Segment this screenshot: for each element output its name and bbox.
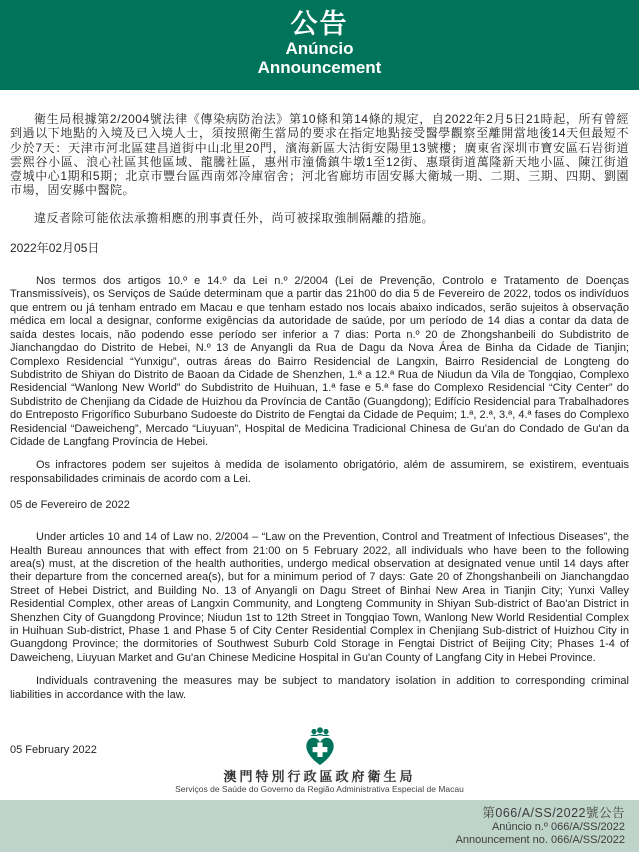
bureau-name-pt: Serviços de Saúde do Governo da Região Administrativa Especial de Macau: [175, 784, 464, 794]
en-paragraph-penalty: Individuals contravening the measures may be subject to mandatory isolation in addition to corresponding criminal liabilities in accordance with the law.: [10, 675, 629, 701]
pt-paragraph-penalty: Os infractores podem ser sujeitos à medida de isolamento obrigatório, além de assumirem, se existirem, eventuais responsabilidades criminais de acordo com a Lei.: [10, 459, 629, 485]
bureau-name-zh: 澳門特別行政區政府衛生局: [223, 769, 416, 784]
header-title-en: Announcement: [257, 58, 382, 77]
announcement-ref-zh: 第066/A/SS/2022號公告: [482, 806, 625, 820]
reference-block: [456, 806, 625, 846]
zh-date: 2022年02月05日: [10, 241, 100, 256]
announcement-ref-pt: Anúncio n.º 066/A/SS/2022: [491, 821, 625, 833]
en-paragraph-measures: Under articles 10 and 14 of Law no. 2/2004 – “Law on the Prevention, Control and Treatment of Infectious Diseases”, the Health Bureau announces that with effect from 21:00 on 5 February 2022, all individuals who have been to the following area(s) must, at the discretion of the health authorities, undergo medical observation at designated venue until 14 days after their departure from the concerned area(s), but for a minimum period of 7 days: Gate 20 of Zhongshanbeili on Jianchangdao Street of Hebei District, and Building No. 13 of Anyangli on Dagu Street of Binhai New Area in Tianjin City; Yunxi Valley Residential Complex, other areas of Langxin Community, and Longteng Community in Shiyan Sub-district of Bao'an District in Shenzhen City of Guangdong Province; Niudun 1st to 12th Street in Tongqiao Town, Wanlong New World Residential Complex in Huihuan Sub-district, Phase 1 and Phase 5 of City Center Residential Complex in Chenjiang Sub-district of Huizhou City in Guangdong Province; the dormitories of Southwest Suburb Cold Storage in Fengtai District of Beijing City; Phases 1-4 of Daweicheng, Liuyuan Market and Gu'an Chinese Medicine Hospital in Gu'an County of Langfang City in Hebei Province.: [10, 531, 629, 664]
footer: [0, 727, 639, 800]
health-bureau-logo-icon: [299, 727, 341, 767]
en-date: 05 February 2022: [10, 744, 97, 757]
document-body: [0, 112, 639, 756]
zh-paragraph-penalty: 違反者除可能依法承擔相應的刑事責任外，尚可被採取強制隔離的措施。: [34, 210, 435, 225]
zh-paragraph-measures: 衛生局根據第2/2004號法律《傳染病防治法》第10條和第14條的規定，自2022年2月5日21時起，所有曾經到過以下地點的入境及已入境人士，須按照衛生當局的要求在指定地點接受醫學觀察至離開當地後14天但最短不少於7天：天津市河北區建昌道街中山北里20門，濱海新區大沽街安陽里13號樓；廣東省深圳市寶安區石岩街道雲熙谷小區、浪心社區其他區域、龍騰社區，惠州市潼僑鎮牛墩1至12街、惠環街道萬隆新天地小區、陳江街道壹城中心1期和5期；北京市豐台區西南郊冷庫宿舍；河北省廊坊市固安縣大衛城一期、二期、三期、四期、劉園市場，固安縣中醫院。: [10, 112, 629, 198]
announcement-ref-en: Announcement no. 066/A/SS/2022: [455, 833, 625, 846]
reference-band: [0, 800, 639, 852]
header-title-zh: 公告: [290, 9, 349, 39]
header-banner: [0, 0, 639, 90]
pt-date: 05 de Fevereiro de 2022: [10, 499, 130, 512]
header-title-pt: Anúncio: [285, 39, 354, 58]
pt-paragraph-measures: Nos termos dos artigos 10.º e 14.º da Lei n.º 2/2004 (Lei de Prevenção, Controlo e Tratamento de Doenças Transmissíveis), os Serviços de Saúde determinam que a partir das 21h00 do dia 5 de Fevereiro de 2022, todos os indivíduos que entrem ou já tenham entrado em Macau e que tenham estado nos locais abaixo indicados, serão sujeitos à observação médica em local a designar, conforme exigências da autoridade de saúde, por um período de 14 dias a contar da data de saída destes locais, não podendo esse período ser inferior a 7 dias: Porta n.º 20 de Zhongshanbeili do Subdistrito de Jianchangdao do Distrito de Hebei, N.º 13 de Anyangli da Rua de Dagu da Nova Área de Binha da Cidade de Tianjin; Complexo Residencial “Yunxigu”, outras áreas do Bairro Residencial de Langxin, Bairro Residencial de Longteng do Subdistrito de Shiyan do Distrito de Baoan da Cidade de Shenzhen, 1.ª a 12.ª Rua de Niudun da Vila de Tongqiao, Complexo Residencial “Wanlong New World” do Subdistrito de Huihuan, 1.ª fase e 5.ª fase do Complexo Residencial “City Center” do Subdistrito de Chenjiang da Cidade de Huizhou da Província de Cantão (Guangdong); Edifício Residencial para Trabalhadores do Entreposto Frigorífico Suburbano Sudoeste do Distrito de Fengtai da Cidade de Pequim; 1.ª, 2.ª, 3.ª, 4.ª fases do Complexo Residencial “Daweicheng”, Mercado “Liuyuan”, Hospital de Medicina Tradicional Chinesa de Gu'an do Condado de Gu'an da Cidade de Langfang Província de Hebei.: [10, 275, 629, 448]
